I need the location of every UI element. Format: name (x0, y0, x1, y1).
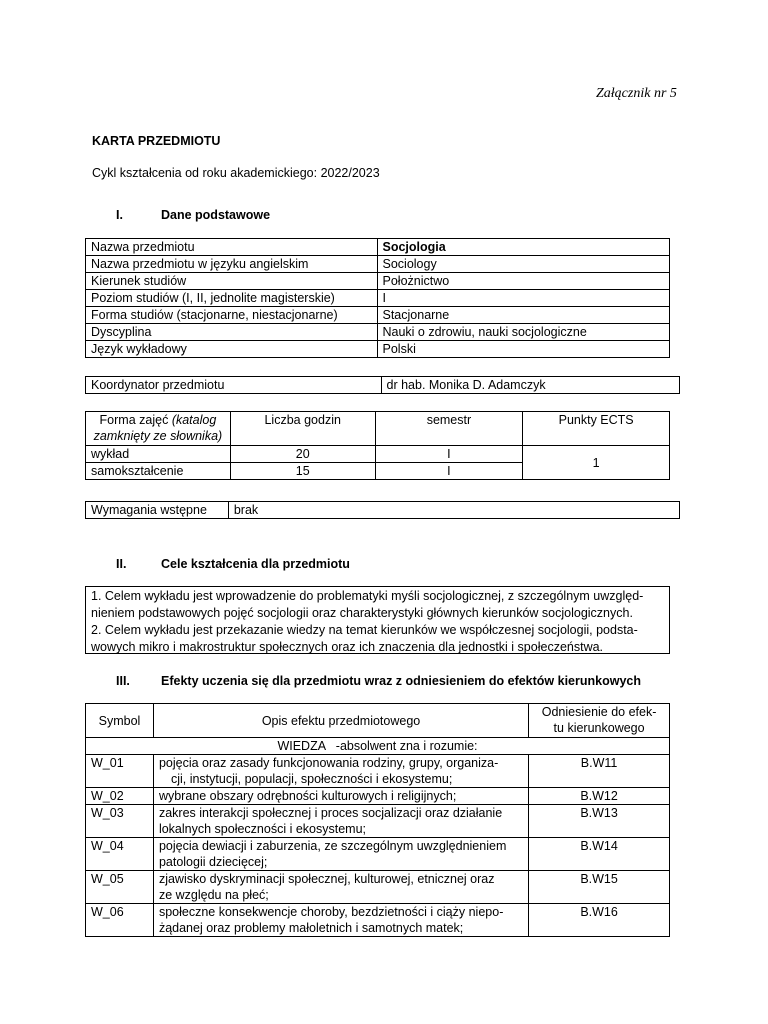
outcome-symbol: W_06 (86, 904, 154, 937)
coordinator-label: Koordynator przedmiotu (86, 377, 382, 394)
requirements-label: Wymagania wstępne (86, 502, 229, 519)
coordinator-value: dr hab. Monika D. Adamczyk (381, 377, 680, 394)
header-form: Forma zajęć (katalog zamknięty ze słownika) (86, 412, 231, 446)
header-reference: Odniesienie do efek- tu kierunkowego (529, 704, 670, 738)
document-title: KARTA PRZEDMIOTU (92, 134, 221, 148)
header-hours: Liczba godzin (230, 412, 375, 446)
row-value: I (377, 290, 670, 307)
table-row (86, 788, 670, 805)
section-3-number: III. (116, 674, 130, 688)
table-row (86, 755, 670, 788)
section-2-number: II. (116, 557, 127, 571)
table-row (86, 290, 670, 307)
row-label: Język wykładowy (86, 341, 378, 358)
table-row (86, 256, 670, 273)
section-1-title: Dane podstawowe (161, 208, 271, 222)
row-value: Polski (377, 341, 670, 358)
section-3-title: Efekty uczenia się dla przedmiotu wraz z odniesieniem do efektów kierunkowych (161, 674, 641, 688)
goal-line: 1. Celem wykładu jest wprowadzenie do problematyki myśli socjologicznej, z szczególnym uwzględ- (91, 589, 644, 603)
outcome-reference: B.W11 (529, 755, 670, 788)
row-label: Nazwa przedmiotu (86, 239, 378, 256)
outcome-reference: B.W12 (529, 788, 670, 805)
row-value: Sociology (377, 256, 670, 273)
form-hours: 15 (230, 463, 375, 480)
header-description: Opis efektu przedmiotowego (153, 704, 528, 738)
outcome-description: zakres interakcji społecznej i proces socjalizacji oraz działanie lokalnych społeczności i ekosystemu; (153, 805, 528, 838)
section-1-number: I. (116, 208, 123, 222)
outcome-description: zjawisko dyskryminacji społecznej, kulturowej, etnicznej oraz ze względu na płeć; (153, 871, 528, 904)
outcome-reference: B.W14 (529, 838, 670, 871)
ects-value: 1 (523, 446, 670, 480)
table-row (86, 871, 670, 904)
outcome-description: społeczne konsekwencje choroby, bezdzietności i ciąży niepo- żądanej oraz problemy małoletnich i samotnych matek; (153, 904, 528, 937)
table-row (86, 307, 670, 324)
goal-line: 2. Celem wykładu jest przekazanie wiedzy na temat kierunków we współczesnej socjologii, podsta- (91, 623, 638, 637)
row-value: Stacjonarne (377, 307, 670, 324)
requirements-table (85, 501, 680, 519)
form-semester: I (375, 446, 523, 463)
table-row (86, 341, 670, 358)
row-label: Kierunek studiów (86, 273, 378, 290)
row-label: Dyscyplina (86, 324, 378, 341)
outcome-description: pojęcia dewiacji i zaburzenia, ze szczególnym uwzględnieniem patologii dziecięcej; (153, 838, 528, 871)
table-row (86, 239, 670, 256)
row-label: Forma studiów (stacjonarne, niestacjonarne) (86, 307, 378, 324)
row-label: Nazwa przedmiotu w języku angielskim (86, 256, 378, 273)
form-name: wykład (86, 446, 231, 463)
outcome-description: wybrane obszary odrębności kulturowych i religijnych; (153, 788, 528, 805)
basic-data-table (85, 238, 670, 358)
header-semester: semestr (375, 412, 523, 446)
row-value: Socjologia (377, 239, 670, 256)
outcome-symbol: W_05 (86, 871, 154, 904)
table-row (86, 838, 670, 871)
outcome-description: pojęcia oraz zasady funkcjonowania rodziny, grupy, organiza- cji, instytucji, populacji, społeczności i ekosystemu; (153, 755, 528, 788)
category-label: WIEDZA -absolwent zna i rozumie: (86, 738, 670, 755)
form-hours: 20 (230, 446, 375, 463)
row-value: Położnictwo (377, 273, 670, 290)
outcome-symbol: W_04 (86, 838, 154, 871)
outcome-reference: B.W15 (529, 871, 670, 904)
table-row (86, 273, 670, 290)
table-header-row (86, 704, 670, 738)
header-symbol: Symbol (86, 704, 154, 738)
goal-line: nieniem podstawowych pojęć socjologii oraz charakterystyki głównych kierunków socjologicznych. (91, 606, 633, 620)
table-row (86, 805, 670, 838)
header-ects: Punkty ECTS (523, 412, 670, 446)
coordinator-table (85, 376, 680, 394)
cycle-line: Cykl kształcenia od roku akademickiego: 2022/2023 (92, 166, 380, 180)
table-row (86, 904, 670, 937)
category-row (86, 738, 670, 755)
header-form-note: (katalog zamknięty ze słownika) (93, 413, 223, 443)
outcome-reference: B.W16 (529, 904, 670, 937)
table-row (86, 502, 680, 519)
outcome-symbol: W_01 (86, 755, 154, 788)
outcomes-table (85, 703, 670, 937)
outcome-symbol: W_02 (86, 788, 154, 805)
row-label: Poziom studiów (I, II, jednolite magisterskie) (86, 290, 378, 307)
outcome-symbol: W_03 (86, 805, 154, 838)
row-value: Nauki o zdrowiu, nauki socjologiczne (377, 324, 670, 341)
table-header-row (86, 412, 670, 446)
form-name: samokształcenie (86, 463, 231, 480)
table-row (86, 446, 670, 463)
forms-table (85, 411, 670, 480)
goals-box (85, 586, 670, 654)
outcome-reference: B.W13 (529, 805, 670, 838)
goal-line: wowych mikro i makrostruktur społecznych oraz ich znaczenia dla jednostki i społeczeństwa. (91, 640, 604, 654)
section-2-title: Cele kształcenia dla przedmiotu (161, 557, 350, 571)
table-row (86, 377, 680, 394)
requirements-value: brak (228, 502, 679, 519)
form-semester: I (375, 463, 523, 480)
table-row (86, 324, 670, 341)
annex-label: Załącznik nr 5 (596, 86, 677, 101)
